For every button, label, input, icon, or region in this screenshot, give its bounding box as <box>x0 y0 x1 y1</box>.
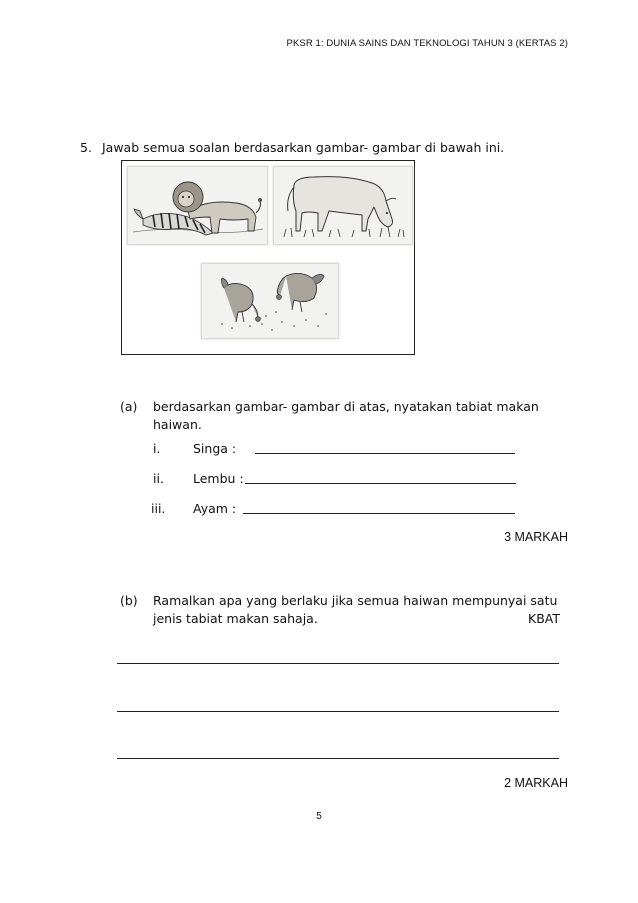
kbat-tag: KBAT <box>528 611 560 626</box>
lion-illustration <box>128 167 267 244</box>
part-b-label: (b) <box>120 593 138 608</box>
animal-label-ayam: Ayam : <box>193 501 237 516</box>
animal-label-singa: Singa : <box>193 441 237 456</box>
part-b-text-line2: jenis tabiat makan sahaja. <box>153 611 318 626</box>
part-b-text-line1: Ramalkan apa yang berlaku jika semua haiwan mempunyai satu <box>153 593 558 608</box>
lion-eating-zebra-image <box>127 166 268 245</box>
answer-line-lembu[interactable] <box>245 471 516 484</box>
hens-pecking-image <box>201 263 339 339</box>
answer-row-lembu <box>153 471 533 489</box>
part-b-question <box>153 592 568 628</box>
roman-numeral: ii. <box>153 471 164 486</box>
question-number: 5. <box>80 140 92 155</box>
animal-label-lembu: Lembu : <box>193 471 244 486</box>
hens-illustration <box>202 264 338 338</box>
answer-line-1[interactable] <box>117 663 559 664</box>
marks-part-b: 2 MARKAH <box>504 776 568 790</box>
part-a-label: (a) <box>120 399 138 414</box>
cow-illustration <box>274 167 412 244</box>
answer-line-singa[interactable] <box>255 441 515 454</box>
picture-frame <box>121 160 415 355</box>
roman-numeral: i. <box>153 441 161 456</box>
question-5-instruction <box>80 140 504 155</box>
part-a-question <box>153 398 553 434</box>
part-a-text-line2: haiwan. <box>153 417 202 432</box>
answer-line-ayam[interactable] <box>243 501 515 514</box>
answer-line-2[interactable] <box>117 711 559 712</box>
page-number: 5 <box>316 811 322 822</box>
instruction-text: Jawab semua soalan berdasarkan gambar- gambar di bawah ini. <box>101 140 505 155</box>
page-header: PKSR 1: DUNIA SAINS DAN TEKNOLOGI TAHUN 3 (KERTAS 2) <box>286 38 568 49</box>
cow-grazing-image <box>273 166 413 245</box>
answer-line-3[interactable] <box>117 758 559 759</box>
part-a-text-line1: berdasarkan gambar- gambar di atas, nyatakan tabiat makan <box>153 399 539 414</box>
answer-row-ayam <box>151 501 531 519</box>
answer-row-singa <box>153 441 533 459</box>
marks-part-a: 3 MARKAH <box>504 530 568 544</box>
roman-numeral: iii. <box>151 501 166 516</box>
